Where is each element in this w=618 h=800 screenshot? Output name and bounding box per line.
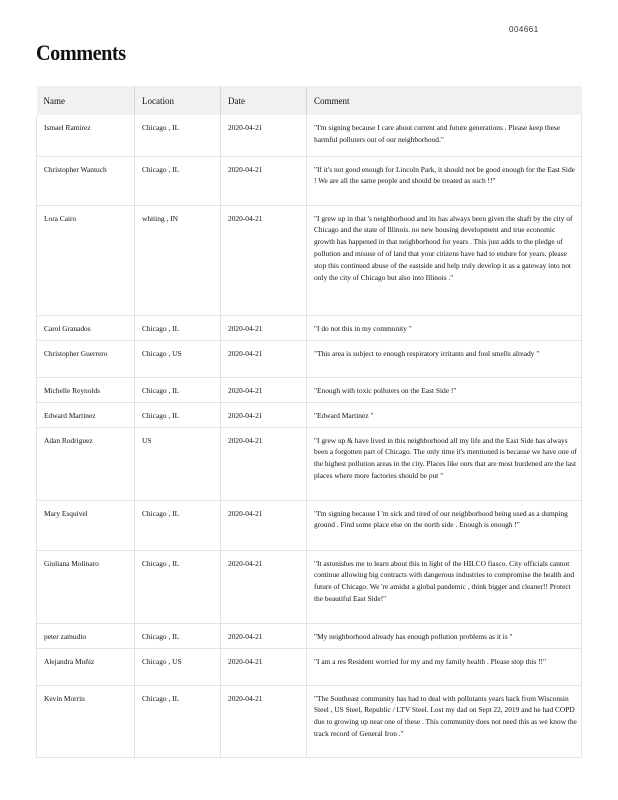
cell-date: 2020-04-21 [221,623,307,648]
column-header-comment: Comment [307,86,582,115]
cell-location: Chicago , IL [135,115,221,156]
cell-date: 2020-04-21 [221,685,307,757]
cell-location: Chicago , IL [135,500,221,550]
comments-table-container [36,86,581,758]
cell-name: Christopher Wantuch [37,156,135,205]
cell-location: Chicago , US [135,648,221,685]
table-row [37,205,582,315]
document-number: 004661 [509,25,539,34]
page-title: Comments [36,40,126,65]
cell-comment: "I'm signing because I 'm sick and tired of our neighborhood being used as a dumping ground . Find some place else on the north side . Enough is enough !" [307,500,582,550]
cell-name: Edward Martinez [37,402,135,427]
cell-location: Chicago , IL [135,156,221,205]
cell-comment: "I do not this in my community " [307,315,582,340]
table-row [37,402,582,427]
cell-comment: "If it's not good enough for Lincoln Park, it should not be good enough for the East Side ! We are all the same people and should be treated as such !!" [307,156,582,205]
table-row [37,648,582,685]
cell-comment: "My neighborhood already has enough pollution problems as it is " [307,623,582,648]
cell-name: Lora Cairo [37,205,135,315]
comments-table [36,86,582,758]
cell-date: 2020-04-21 [221,648,307,685]
cell-date: 2020-04-21 [221,115,307,156]
cell-location: whiting , IN [135,205,221,315]
table-row [37,377,582,402]
cell-comment: "The Southeast community has had to deal with pollutants years back from Wisconsin Steel , US Steel, Republic / LTV Steel. Lost my dad on Sept 22, 2019 and he had COPD due to growing up near one of these . This community does not need this as we know the track record of General Iron ." [307,685,582,757]
cell-name: Christopher Guerrero [37,340,135,377]
cell-name: Mary Esquivel [37,500,135,550]
cell-comment: "I am a res Resident worried for my and my family health . Please stop this !!" [307,648,582,685]
cell-date: 2020-04-21 [221,205,307,315]
cell-location: Chicago , IL [135,550,221,623]
table-row [37,623,582,648]
cell-location: Chicago , IL [135,623,221,648]
cell-location: Chicago , IL [135,377,221,402]
table-header-row [37,86,582,115]
cell-comment: "I'm signing because I care about current and future generations . Please keep these harmful polluters out of our neighborhood." [307,115,582,156]
cell-date: 2020-04-21 [221,500,307,550]
cell-name: peter zamudio [37,623,135,648]
cell-name: Alejandra Muñiz [37,648,135,685]
cell-comment: "I grew up & have lived in this neighborhood all my life and the East Side has always been a forgotten part of Chicago. The only time it's mentioned is because we have one of the highest pollution areas in the city. Places like ours that are most burdened are the last places where more factories should be put " [307,427,582,500]
cell-name: Giuliana Molinaro [37,550,135,623]
table-row [37,500,582,550]
column-header-location: Location [135,86,221,115]
cell-comment: "It astonishes me to learn about this in light of the HILCO fiasco. City officials cannot continue allowing big contracts with dangerous industries to compromise the health and future of Chicago. We 're amidst a global pandemic , think bigger and cleaner!! Protect the beautiful East Side!" [307,550,582,623]
cell-name: Michelle Reynolds [37,377,135,402]
cell-name: Ismael Ramirez [37,115,135,156]
table-row [37,315,582,340]
cell-date: 2020-04-21 [221,340,307,377]
table-row [37,427,582,500]
column-header-name: Name [37,86,135,115]
cell-location: Chicago , IL [135,315,221,340]
cell-date: 2020-04-21 [221,156,307,205]
cell-comment: "This area is subject to enough respiratory irritants and foul smells already " [307,340,582,377]
cell-comment: "Enough with toxic polluters on the East Side !" [307,377,582,402]
cell-comment: "Edward Martinez " [307,402,582,427]
table-row [37,340,582,377]
table-row [37,550,582,623]
cell-name: Adan Rodriguez [37,427,135,500]
table-row [37,156,582,205]
cell-date: 2020-04-21 [221,550,307,623]
cell-date: 2020-04-21 [221,402,307,427]
cell-name: Kevin Morrin [37,685,135,757]
cell-location: Chicago , IL [135,402,221,427]
cell-comment: "I grew up in that 's neighborhood and its has always been given the shaft by the city of Chicago and the state of Illinois. no new housing development and true economic growth has happened in that neighborhood for years . This just adds to the pledge of pollution and misuse of of land that your citizens have had to endure for years. please stop this continued abuse of the eastside and help truly develop it as a gateway into not only the city of Chicago but also into Illinois ." [307,205,582,315]
cell-location: Chicago , IL [135,685,221,757]
cell-date: 2020-04-21 [221,315,307,340]
table-row [37,115,582,156]
cell-date: 2020-04-21 [221,427,307,500]
table-row [37,685,582,757]
cell-location: US [135,427,221,500]
cell-location: Chicago , US [135,340,221,377]
cell-name: Carol Granados [37,315,135,340]
cell-date: 2020-04-21 [221,377,307,402]
column-header-date: Date [221,86,307,115]
